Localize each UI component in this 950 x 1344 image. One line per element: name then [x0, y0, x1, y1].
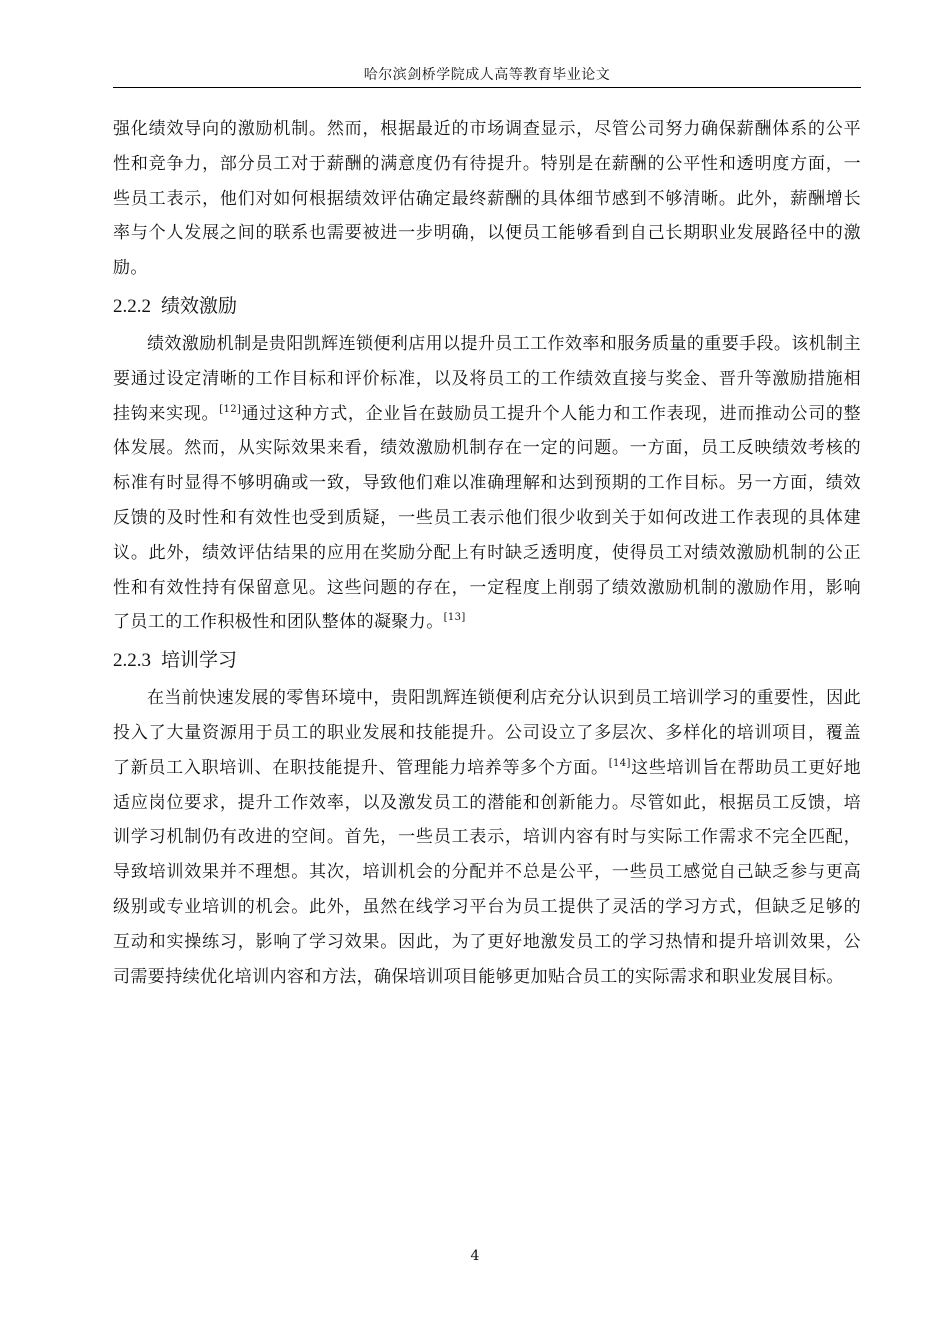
citation: [12]	[219, 403, 242, 415]
citation: [13]	[443, 612, 466, 624]
section-number: 2.2.3	[113, 650, 151, 672]
continuation-paragraph: 强化绩效导向的激励机制。然而，根据最近的市场调查显示，尽管公司努力确保薪酬体系的公平性和竞争力，部分员工对于薪酬的满意度仍有待提升。特别是在薪酬的公平性和透明度方面，一些员工表示，他们对如何根据绩效评估确定最终薪酬的具体细节感到不够清晰。此外，薪酬增长率与个人发展之间的联系也需要被进一步明确，以便员工能够看到自己长期职业发展路径中的激励。	[113, 119, 861, 279]
paragraph-text: 这些培训旨在帮助员工更好地适应岗位要求，提升工作效率，以及激发员工的潜能和创新能力。尽管如此，根据员工反馈，培训学习机制仍有改进的空间。首先，一些员工表示，培训内容有时与实际工作需求不完全匹配，导致培训效果并不理想。其次，培训机会的分配并不总是公平，一些员工感觉自己缺乏参与更高级别或专业培训的机会。此外，虽然在线学习平台为员工提供了灵活的学习方式，但缺乏足够的互动和实操练习，影响了学习效果。因此，为了更好地激发员工的学习热情和提升培训效果，公司需要持续优化培训内容和方法，确保培训项目能够更加贴合员工的实际需求和职业发展目标。	[113, 757, 861, 987]
section-title: 培训学习	[161, 649, 238, 672]
page-body	[113, 112, 861, 994]
paragraph-text: 绩效激励机制是贵阳凯辉连锁便利店用以提升员工工作效率和服务质量的重要手段。该机制主要通过设定清晰的工作目标和评价标准，以及将员工的工作绩效直接与奖金、晋升等激励措施相挂钩来实现。	[113, 333, 861, 424]
page-header: 哈尔滨剑桥学院成人高等教育毕业论文	[363, 67, 611, 83]
section-number: 2.2.2	[113, 295, 151, 317]
section-heading-2-2-2	[113, 286, 861, 327]
paragraph-training	[113, 681, 861, 994]
paragraph-performance-incentive	[113, 327, 861, 640]
section-title: 绩效激励	[161, 294, 238, 317]
paragraph-text: 通过这种方式，企业旨在鼓励员工提升个人能力和工作表现，进而推动公司的整体发展。然而，从实际效果来看，绩效激励机制存在一定的问题。一方面，员工反映绩效考核的标准有时显得不够明确或一致，导致他们难以准确理解和达到预期的工作目标。另一方面，绩效反馈的及时性和有效性也受到质疑，一些员工表示他们很少收到关于如何改进工作表现的具体建议。此外，绩效评估结果的应用在奖励分配上有时缺乏透明度，使得员工对绩效激励机制的公正性和有效性持有保留意见。这些问题的存在，一定程度上削弱了绩效激励机制的激励作用，影响了员工的工作积极性和团队整体的凝聚力。	[113, 403, 862, 633]
paragraph-text: 在当前快速发展的零售环境中，贵阳凯辉连锁便利店充分认识到员工培训学习的重要性，因此投入了大量资源用于员工的职业发展和技能提升。公司设立了多层次、多样化的培训项目，覆盖了新员工入职培训、在职技能提升、管理能力培养等多个方面。	[113, 688, 861, 778]
citation: [14]	[608, 757, 631, 769]
section-heading-2-2-3	[113, 640, 861, 681]
header-rule	[113, 87, 861, 88]
page-number: 4	[470, 1248, 480, 1264]
